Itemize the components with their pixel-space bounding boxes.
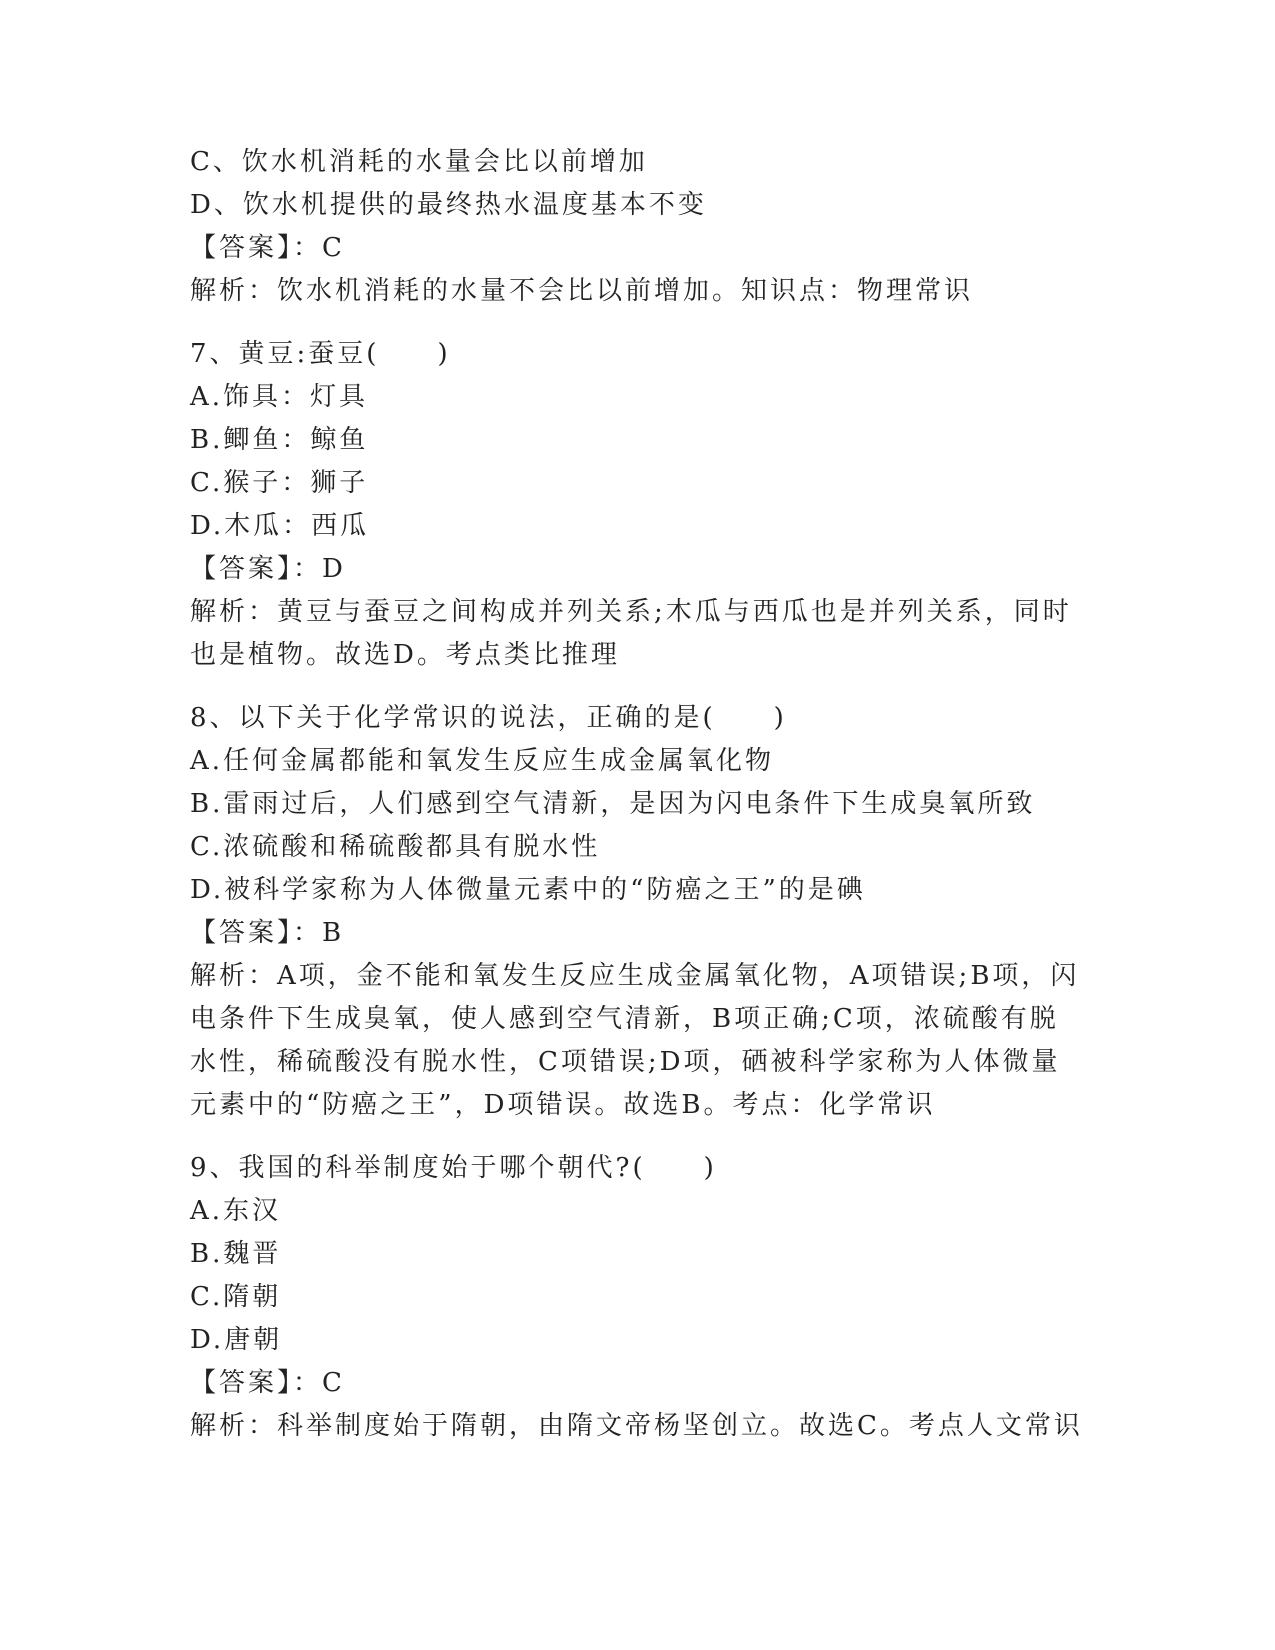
- option-a: A.东汉: [190, 1196, 282, 1226]
- analysis-line: 解析：科举制度始于隋朝，由隋文帝杨坚创立。故选C。考点人文常识: [190, 1411, 1083, 1441]
- answer: 【答案】：B: [190, 918, 345, 948]
- analysis-line: 解析：黄豆与蚕豆之间构成并列关系;木瓜与西瓜也是并列关系，同时: [190, 597, 1072, 627]
- option-c: C.隋朝: [190, 1282, 282, 1312]
- question-8: [190, 697, 1125, 1127]
- option-c: C、饮水机消耗的水量会比以前增加: [190, 147, 648, 177]
- question-text: 7、黄豆:蚕豆( ): [190, 339, 451, 369]
- question-7: [190, 333, 1125, 677]
- question-6: [190, 141, 1125, 313]
- analysis-line: 解析：A项，金不能和氧发生反应生成金属氧化物，A项错误;B项，闪: [190, 961, 1080, 991]
- answer: 【答案】：C: [190, 233, 345, 263]
- analysis-line: 解析：饮水机消耗的水量不会比以前增加。知识点：物理常识: [190, 276, 974, 306]
- option-d: D.被科学家称为人体微量元素中的“防癌之王”的是碘: [190, 875, 866, 905]
- analysis-line: 水性，稀硫酸没有脱水性，C项错误;D项，硒被科学家称为人体微量: [190, 1047, 1061, 1077]
- option-a: A.饰具：灯具: [190, 382, 369, 412]
- option-c: C.浓硫酸和稀硫酸都具有脱水性: [190, 832, 601, 862]
- question-text: 8、以下关于化学常识的说法，正确的是( ): [190, 703, 787, 733]
- option-b: B.魏晋: [190, 1239, 282, 1269]
- option-b: B.鲫鱼：鲸鱼: [190, 425, 369, 455]
- option-c: C.猴子：狮子: [190, 468, 369, 498]
- analysis-line: 电条件下生成臭氧，使人感到空气清新，B项正确;C项，浓硫酸有脱: [190, 1004, 1059, 1034]
- option-d: D.木瓜：西瓜: [190, 511, 370, 541]
- analysis-line: 元素中的“防癌之王”，D项错误。故选B。考点：化学常识: [190, 1090, 936, 1120]
- option-b: B.雷雨过后，人们感到空气清新，是因为闪电条件下生成臭氧所致: [190, 789, 1036, 819]
- option-d: D.唐朝: [190, 1325, 283, 1355]
- answer: 【答案】：C: [190, 1368, 345, 1398]
- question-text: 9、我国的科举制度始于哪个朝代?( ): [190, 1153, 717, 1183]
- analysis-line: 也是植物。故选D。考点类比推理: [190, 640, 620, 670]
- option-d: D、饮水机提供的最终热水温度基本不变: [190, 190, 707, 220]
- option-a: A.任何金属都能和氧发生反应生成金属氧化物: [190, 746, 775, 776]
- question-9: [190, 1147, 1125, 1448]
- answer: 【答案】：D: [190, 554, 346, 584]
